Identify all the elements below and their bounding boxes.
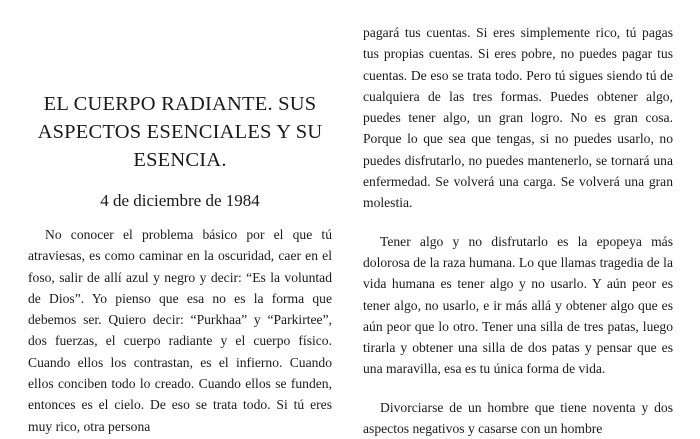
chapter-title: EL CUERPO RADIANTE. SUS ASPECTOS ESENCIALES Y SU ESENCIA. — [37, 93, 323, 171]
paragraph-3: Divorciarse de un hombre que tiene noventa y dos aspectos negativos y casarse con un hombre — [363, 399, 673, 437]
paragraph-2: Tener algo y no disfrutarlo es la epopeya más dolorosa de la raza humana. Lo que llamas tragedia de la vida humana es tener algo y no usarlo. Y aún peor es tener algo, no usarlo, e ir más allá y obtener algo que es aún peor que lo otro. Tener una silla de tres patas, luego tirarla y obtener una silla de dos patas y pensar que es una maravilla, esa es tu única forma de vida. — [363, 233, 673, 377]
right-column — [363, 0, 673, 439]
paragraph-1: No conocer el problema básico por el que tú atraviesas, es como caminar en la oscuridad, caer en el foso, salir de allí azul y negro y decir: “Es la voluntad de Dios”. Yo pienso que esa no es la forma que debemos ser. Quiero decir: “Purkhaa” y “Parkirtee”, dos fuerzas, el cuerpo radiante y el cuerpo físico. Cuando ellos los contrastan, es el infierno. Cuando ellos conciben todo lo creado. Cuando ellos se funden, entonces es el cielo. De eso se trata todo. Si tú eres muy rico, otra persona — [28, 227, 332, 434]
paragraph-1-continued: pagará tus cuentas. Si eres simplemente rico, tú pagas tus propias cuentas. Si eres pobre, no puedes pagar tus cuentas. De eso se trata todo. Pero tú sigues siendo tú de cualquiera de las tres formas. Puedes obtener algo, puedes tener algo, un gran logro. No es gran cosa. Porque lo que sea que tengas, si no puedes usarlo, no puedes disfrutarlo, no puedes mantenerlo, se tornará una enfermedad. Se volverá una carga. Se volverá una gran molestia. — [363, 25, 673, 211]
chapter-date: 4 de diciembre de 1984 — [100, 191, 260, 210]
left-column — [28, 0, 332, 437]
